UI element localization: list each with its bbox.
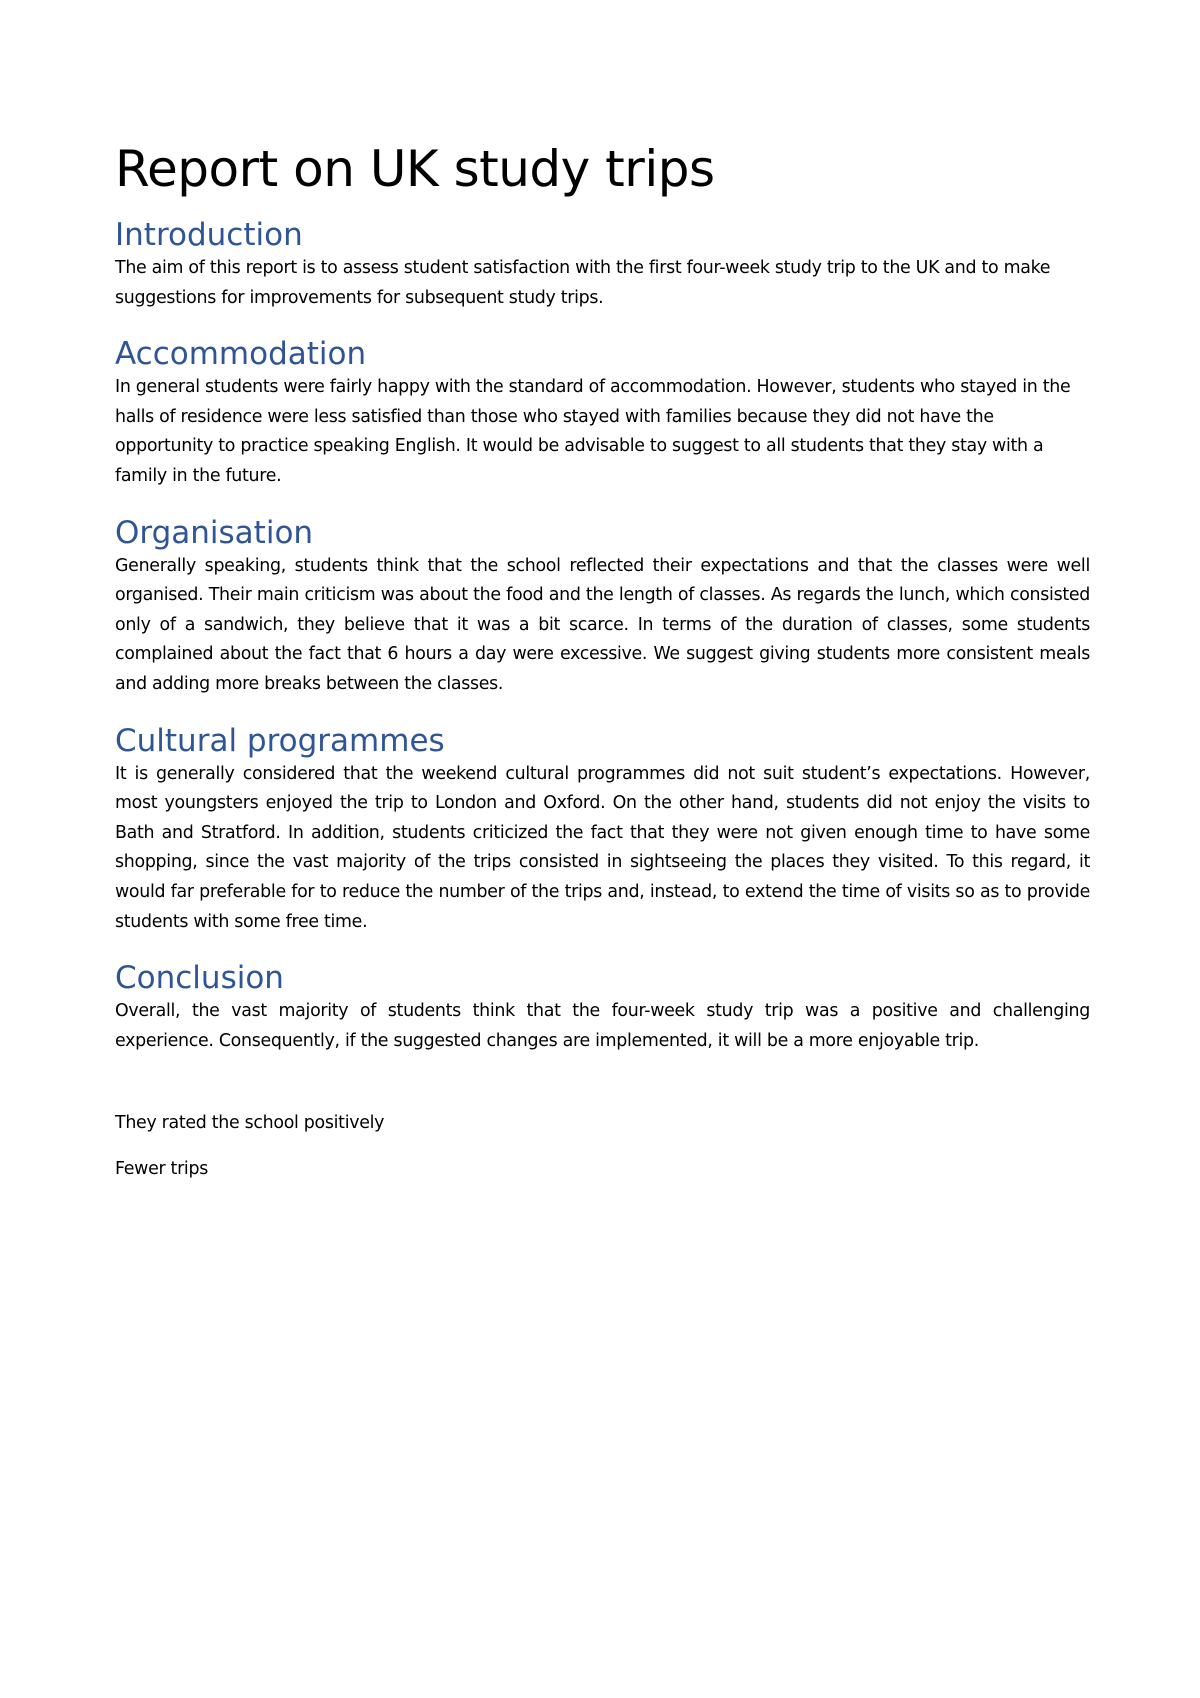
section-heading-conclusion: Conclusion bbox=[115, 960, 284, 997]
section-body-introduction: The aim of this report is to assess student satisfaction with the first four-week study trip to the UK and to make suggestions for improvements for subsequent study trips. bbox=[115, 258, 1051, 308]
section-heading-introduction: Introduction bbox=[115, 217, 303, 253]
section-heading-accommodation: Accommodation bbox=[115, 336, 367, 373]
note-line: They rated the school positively bbox=[115, 1113, 385, 1134]
section-body-organisation: Generally speaking, students think that the school reflected their expectations and that the classes were well organised. Their main criticism was about the food and the length of classes. As regards the lunch, which consisted only of a sandwich, they believe that it was a bit scarce. In terms of the duration of classes, some students complained about the fact that 6 hours a day were excessive. We suggest giving students more consistent meals and adding more breaks between the classes. bbox=[115, 555, 1090, 694]
section-introduction bbox=[115, 216, 1090, 313]
document-body bbox=[115, 138, 1090, 1200]
document-title: Report on UK study trips bbox=[115, 140, 715, 198]
section-heading-organisation: Organisation bbox=[115, 514, 314, 551]
section-body-accommodation: In general students were fairly happy with the standard of accommodation. However, students who stayed in the halls of residence were less satisfied than those who stayed with families because they did not have the opportunity to practice speaking English. It would be advisable to suggest to all students that they stay with a family in the future. bbox=[115, 377, 1071, 486]
section-heading-cultural-programmes: Cultural programmes bbox=[115, 722, 445, 759]
section-body-cultural-programmes: It is generally considered that the weekend cultural programmes did not suit student’s expectations. However, most youngsters enjoyed the trip to London and Oxford. On the other hand, students did not enjoy the visits to Bath and Stratford. In addition, students criticized the fact that they were not given enough time to have some shopping, since the vast majority of the trips consisted in sightseeing the places they visited. To this regard, it would far preferable for to reduce the number of the trips and, instead, to extend the time of visits so as to provide students with some free time. bbox=[115, 763, 1090, 932]
section-conclusion bbox=[115, 959, 1090, 1056]
section-body-conclusion: Overall, the vast majority of students think that the four-week study trip was a positive and challenging experience. Consequently, if the suggested changes are implemented, it will be a more enjoyable trip. bbox=[115, 1001, 1090, 1051]
note-line: Fewer trips bbox=[115, 1158, 208, 1179]
section-cultural-programmes bbox=[115, 722, 1090, 938]
section-accommodation bbox=[115, 335, 1090, 491]
notes-list bbox=[115, 1109, 1090, 1184]
section-organisation bbox=[115, 514, 1090, 700]
